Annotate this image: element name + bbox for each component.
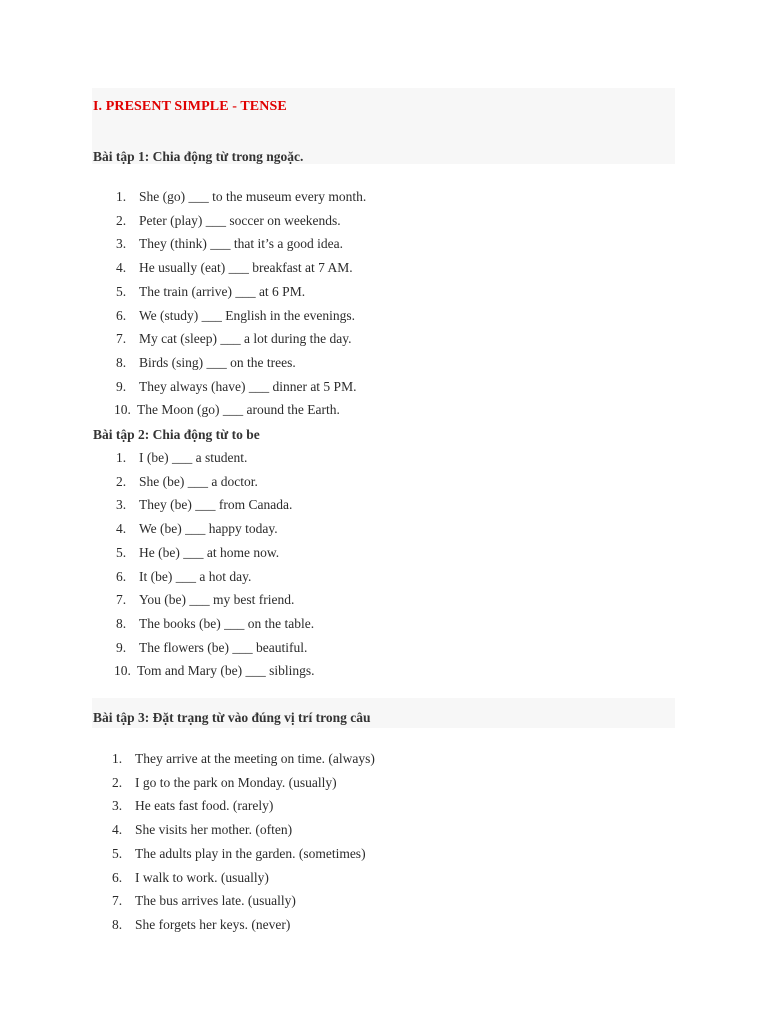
list-item-number: 4. <box>116 521 127 537</box>
exercise1-heading: Bài tập 1: Chia động từ trong ngoặc. <box>93 149 304 164</box>
list-item-text: It (be) ___ a hot day. <box>139 568 252 584</box>
list-item-number: 2. <box>116 473 127 489</box>
list-item-number: 2. <box>112 774 123 790</box>
page-title: I. PRESENT SIMPLE - TENSE <box>93 99 287 114</box>
list-item-number: 2. <box>116 212 127 228</box>
list-item-number: 7. <box>116 592 127 608</box>
list-item-text: I go to the park on Monday. (usually) <box>135 774 337 790</box>
exercise2-heading: Bài tập 2: Chia động từ to be <box>93 427 260 442</box>
list-item-number: 3. <box>112 798 123 814</box>
list-item-number: 6. <box>116 568 127 584</box>
list-item-text: We (be) ___ happy today. <box>139 521 278 537</box>
list-item-number: 6. <box>116 307 127 323</box>
list-item-text: I (be) ___ a student. <box>139 450 248 465</box>
list-item-number: 5. <box>116 283 127 299</box>
list-item-number: 3. <box>116 236 127 252</box>
list-item-text: You (be) ___ my best friend. <box>139 592 295 608</box>
list-item-text: Birds (sing) ___ on the trees. <box>139 354 296 370</box>
list-item-text: Tom and Mary (be) ___ siblings. <box>137 663 315 679</box>
exercise3-heading: Bài tập 3: Đặt trạng từ vào đúng vị trí trong câu <box>93 710 371 725</box>
list-item-text: He usually (eat) ___ breakfast at 7 AM. <box>139 260 353 276</box>
list-item-number: 1. <box>112 751 123 766</box>
list-item-number: 4. <box>116 260 127 276</box>
list-item-text: Peter (play) ___ soccer on weekends. <box>139 212 341 228</box>
list-item-number: 5. <box>116 544 127 560</box>
list-item-text: The train (arrive) ___ at 6 PM. <box>139 283 306 299</box>
list-item-number: 1. <box>116 450 127 465</box>
list-item-text: The flowers (be) ___ beautiful. <box>139 639 308 655</box>
list-item-text: She (go) ___ to the museum every month. <box>139 189 367 204</box>
list-item-number: 7. <box>116 331 127 347</box>
list-item-number: 8. <box>116 354 127 370</box>
list-item-text: My cat (sleep) ___ a lot during the day. <box>139 331 352 347</box>
list-item-number: 10. <box>114 402 131 418</box>
list-item-number: 6. <box>112 869 123 885</box>
list-item-text: They arrive at the meeting on time. (always) <box>135 751 375 766</box>
list-item-text: They always (have) ___ dinner at 5 PM. <box>139 378 357 394</box>
list-item-text: They (think) ___ that it’s a good idea. <box>139 236 343 252</box>
list-item-text: She forgets her keys. (never) <box>135 916 291 932</box>
list-item-number: 9. <box>116 378 127 394</box>
list-item-text: The bus arrives late. (usually) <box>135 893 296 909</box>
list-item-text: She (be) ___ a doctor. <box>139 473 258 489</box>
list-item-text: He (be) ___ at home now. <box>139 544 280 560</box>
list-item-number: 5. <box>112 845 123 861</box>
list-item-number: 10. <box>114 663 131 679</box>
list-item-text: The Moon (go) ___ around the Earth. <box>137 402 340 418</box>
list-item-number: 7. <box>112 893 123 909</box>
list-item-text: The books (be) ___ on the table. <box>139 615 315 631</box>
list-item-text: The adults play in the garden. (sometimes) <box>135 845 366 861</box>
list-item-number: 4. <box>112 822 123 838</box>
list-item-number: 8. <box>112 916 123 932</box>
list-item-text: She visits her mother. (often) <box>135 822 293 838</box>
list-item-text: He eats fast food. (rarely) <box>135 798 274 814</box>
list-item-number: 3. <box>116 497 127 513</box>
list-item-text: I walk to work. (usually) <box>135 869 269 885</box>
list-item-number: 9. <box>116 639 127 655</box>
list-item-text: They (be) ___ from Canada. <box>139 497 293 513</box>
list-item-number: 8. <box>116 615 127 631</box>
list-item-number: 1. <box>116 189 127 204</box>
list-item-text: We (study) ___ English in the evenings. <box>139 307 356 323</box>
